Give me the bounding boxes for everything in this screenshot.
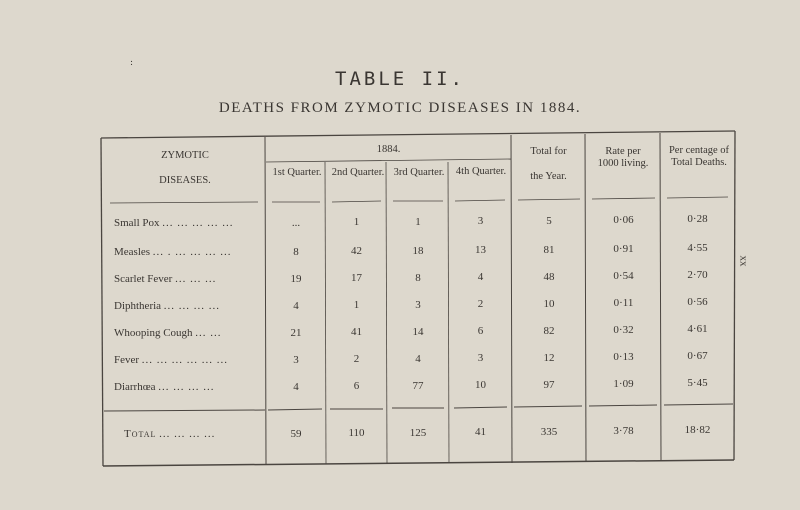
cell-q1: 8 xyxy=(293,246,299,258)
cell-q1: 4 xyxy=(293,300,299,312)
cell-pct: 4·55 xyxy=(687,242,708,254)
disease-name: Fever xyxy=(114,354,140,366)
total-rule-6 xyxy=(514,406,582,407)
header-diseases-line1: ZYMOTIC xyxy=(161,150,209,161)
table-title: TABLE II. xyxy=(335,68,465,90)
header-rule-7 xyxy=(592,198,655,199)
cell-rate: 0·06 xyxy=(613,214,634,226)
cell-total: 12 xyxy=(543,352,555,364)
cell-q3: 18 xyxy=(412,245,424,257)
disease-name: Total xyxy=(124,428,157,440)
cell-q3: 77 xyxy=(412,380,424,392)
row-label xyxy=(114,273,264,285)
total-cell-q2: 110 xyxy=(348,427,365,439)
cell-rate: 0·54 xyxy=(613,270,634,282)
header-diseases-line2: DISEASES. xyxy=(159,175,211,186)
header-rule-3 xyxy=(332,201,381,202)
row-label xyxy=(114,300,264,312)
row-label xyxy=(114,354,264,366)
cell-total: 10 xyxy=(543,298,555,310)
cell-q2: 1 xyxy=(353,216,360,228)
cell-total: 97 xyxy=(543,379,555,391)
cell-q2: 6 xyxy=(353,380,360,392)
leader-dots: ... . ... ... ... ... xyxy=(152,246,232,258)
leader-dots: ... ... ... ... xyxy=(159,428,216,440)
header-q3: 3rd Quarter. xyxy=(393,167,445,178)
cell-pct: 5·45 xyxy=(687,377,708,389)
table-subtitle: DEATHS FROM ZYMOTIC DISEASES IN 1884. xyxy=(218,100,582,116)
cell-q3: 3 xyxy=(415,299,421,311)
cell-total: 5 xyxy=(546,215,552,227)
cell-q4: 13 xyxy=(475,244,486,256)
leader-dots: ... ... xyxy=(195,327,222,339)
cell-pct: 2·70 xyxy=(687,269,708,281)
cell-rate: 1·09 xyxy=(613,378,634,390)
cell-rate: 0·91 xyxy=(613,243,634,255)
cell-q1: 21 xyxy=(290,327,302,339)
header-diseases xyxy=(105,150,265,187)
table-left-rule xyxy=(101,138,103,466)
disease-name: Whooping Cough xyxy=(114,327,193,339)
header-rule-1 xyxy=(110,202,258,203)
leader-dots: ... ... ... ... ... xyxy=(162,217,234,229)
cell-q2: 2 xyxy=(353,353,360,365)
total-cell-q3: 125 xyxy=(409,427,427,439)
header-rule-6 xyxy=(518,199,580,200)
cell-pct: 4·61 xyxy=(687,323,708,335)
corner-mark: : xyxy=(130,58,134,68)
cell-pct: 0·67 xyxy=(687,350,708,362)
cell-q2: 42 xyxy=(351,245,362,257)
total-rule-1 xyxy=(104,410,265,411)
cell-rate: 0·32 xyxy=(613,324,634,336)
total-rule-2 xyxy=(268,409,322,410)
header-total-line2: the Year. xyxy=(530,171,567,182)
cell-pct: 0·28 xyxy=(687,213,708,225)
col-rule-3 xyxy=(386,162,387,464)
cell-q4: 2 xyxy=(477,298,484,310)
group-rule xyxy=(266,159,511,162)
header-q4: 4th Quarter. xyxy=(455,166,507,177)
total-row-label xyxy=(124,428,274,440)
header-q2: 2nd Quarter. xyxy=(331,167,385,178)
cell-q4: 10 xyxy=(475,379,486,391)
table-bottom-rule xyxy=(103,460,734,466)
cell-q4: 3 xyxy=(477,215,484,227)
row-label xyxy=(114,381,264,393)
cell-q1: 19 xyxy=(290,273,302,285)
header-rule-5 xyxy=(455,200,505,201)
cell-q3: 14 xyxy=(412,326,424,338)
header-percentage: Per centage of Total Deaths. xyxy=(668,145,730,168)
page-number-mark: xx xyxy=(737,255,750,267)
cell-q3: 1 xyxy=(415,216,421,228)
disease-name: Diarrhœa xyxy=(114,381,156,393)
total-rule-8 xyxy=(664,404,733,405)
disease-name: Measles xyxy=(114,246,151,258)
cell-q1: ... xyxy=(291,217,301,229)
leader-dots: ... ... ... xyxy=(175,273,217,285)
header-rate: Rate per 1000 living. xyxy=(597,146,649,169)
cell-q2: 41 xyxy=(351,326,362,338)
total-cell-total: 335 xyxy=(540,426,558,438)
cell-q2: 17 xyxy=(351,272,362,284)
cell-total: 82 xyxy=(543,325,555,337)
header-rule-8 xyxy=(667,197,728,198)
leader-dots: ... ... ... ... xyxy=(158,381,215,393)
total-cell-q1: 59 xyxy=(290,428,302,440)
total-cell-rate: 3·78 xyxy=(613,425,634,437)
row-label xyxy=(114,246,264,258)
cell-q1: 3 xyxy=(293,354,299,366)
disease-name: Scarlet Fever xyxy=(114,273,173,285)
header-q1: 1st Quarter. xyxy=(272,167,322,178)
cell-pct: 0·56 xyxy=(687,296,708,308)
cell-total: 81 xyxy=(543,244,555,256)
cell-q4: 6 xyxy=(477,325,484,337)
cell-q3: 8 xyxy=(415,272,421,284)
total-rule-7 xyxy=(589,405,657,406)
row-label xyxy=(114,327,264,339)
col-rule-2 xyxy=(325,162,326,464)
cell-total: 48 xyxy=(543,271,555,283)
cell-q4: 3 xyxy=(477,352,484,364)
table-top-rule xyxy=(101,131,735,138)
disease-name: Small Pox xyxy=(114,217,160,229)
disease-name: Diphtheria xyxy=(114,300,162,312)
cell-rate: 0·11 xyxy=(613,297,634,309)
header-year-group: 1884. xyxy=(376,144,401,155)
cell-q4: 4 xyxy=(477,271,484,283)
row-label xyxy=(114,217,264,229)
header-total-line1: Total for xyxy=(530,146,567,157)
cell-q2: 1 xyxy=(353,299,360,311)
header-total xyxy=(512,146,585,183)
cell-q1: 4 xyxy=(293,381,299,393)
cell-rate: 0·13 xyxy=(613,351,634,363)
total-cell-pct: 18·82 xyxy=(684,424,711,436)
total-cell-q4: 41 xyxy=(475,426,486,438)
leader-dots: ... ... ... ... ... ... xyxy=(141,354,229,366)
total-rule-5 xyxy=(454,407,507,408)
leader-dots: ... ... ... ... xyxy=(163,300,221,312)
col-rule-4 xyxy=(448,162,449,463)
table-right-rule xyxy=(734,131,735,460)
cell-q3: 4 xyxy=(415,353,421,365)
